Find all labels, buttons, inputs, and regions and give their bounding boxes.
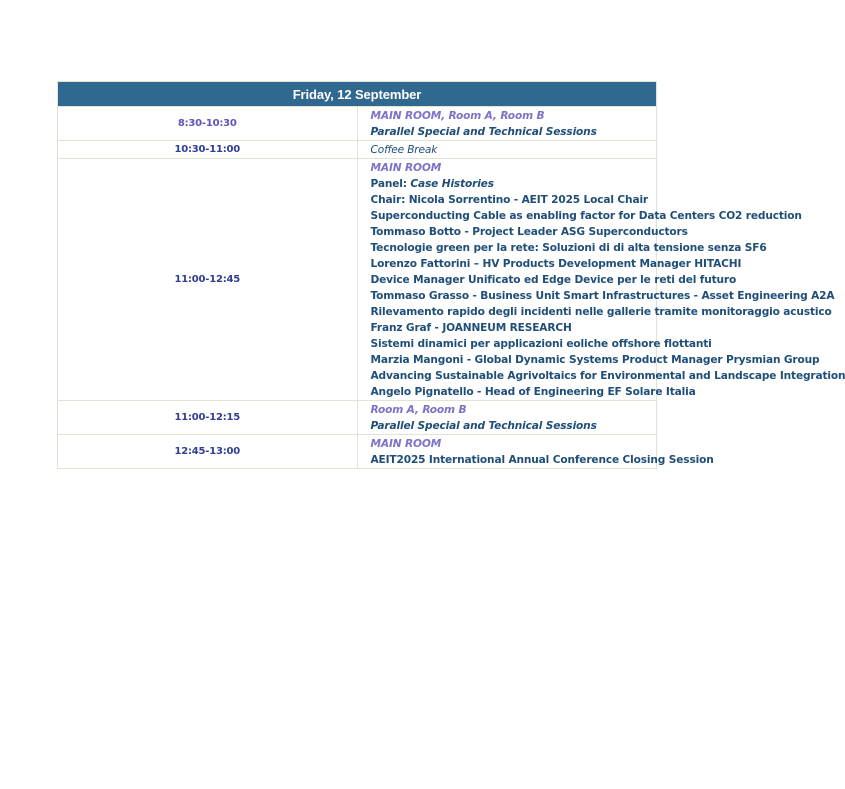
session-title: AEIT2025 International Annual Conference Closing Session bbox=[370, 454, 714, 466]
talk-title: Device Manager Unificato ed Edge Device per le reti del futuro bbox=[370, 274, 737, 286]
panel-prefix: Panel: bbox=[370, 178, 411, 190]
schedule-row bbox=[58, 141, 657, 159]
session-details bbox=[357, 141, 657, 159]
schedule-row bbox=[58, 159, 657, 401]
session-details bbox=[357, 435, 714, 469]
time-slot: 11:00-12:45 bbox=[58, 159, 358, 401]
time-slot: 11:00-12:15 bbox=[58, 401, 358, 435]
day-header: Friday, 12 September bbox=[58, 82, 657, 107]
panel-title: Case Histories bbox=[410, 178, 494, 190]
time-slot: 12:45-13:00 bbox=[58, 435, 358, 469]
talk-title: Rilevamento rapido degli incidenti nelle gallerie tramite monitoraggio acustico bbox=[370, 306, 832, 318]
talk-title: Advancing Sustainable Agrivoltaics for Environmental and Landscape Integration bbox=[370, 370, 845, 382]
schedule-row bbox=[58, 435, 657, 469]
session-details bbox=[357, 401, 657, 435]
time-slot: 10:30-11:00 bbox=[58, 141, 358, 159]
room-label: MAIN ROOM, Room A, Room B bbox=[370, 110, 545, 122]
chair-line: Chair: Nicola Sorrentino - AEIT 2025 Local Chair bbox=[370, 194, 649, 206]
session-details bbox=[357, 107, 657, 141]
room-label: MAIN ROOM bbox=[370, 438, 442, 450]
time-slot: 8:30-10:30 bbox=[58, 107, 358, 141]
session-details bbox=[357, 159, 845, 401]
schedule-table bbox=[57, 81, 845, 469]
talk-title: Sistemi dinamici per applicazioni eoliche offshore flottanti bbox=[370, 338, 712, 350]
talk-title: Superconducting Cable as enabling factor for Data Centers CO2 reduction bbox=[370, 210, 802, 222]
speaker-line: Tommaso Botto - Project Leader ASG Superconductors bbox=[370, 226, 688, 238]
room-label: MAIN ROOM bbox=[370, 162, 442, 174]
talk-title: Tecnologie green per la rete: Soluzioni di di alta tensione senza SF6 bbox=[370, 242, 767, 254]
schedule-row bbox=[58, 107, 657, 141]
speaker-line: Marzia Mangoni - Global Dynamic Systems Product Manager Prysmian Group bbox=[370, 354, 820, 366]
session-title: Parallel Special and Technical Sessions bbox=[370, 420, 597, 432]
speaker-line: Franz Graf - JOANNEUM RESEARCH bbox=[370, 322, 572, 334]
panel-line bbox=[371, 176, 657, 192]
session-title: Parallel Special and Technical Sessions bbox=[370, 126, 597, 138]
session-title: Coffee Break bbox=[370, 144, 438, 156]
speaker-line: Lorenzo Fattorini – HV Products Development Manager HITACHI bbox=[370, 258, 742, 270]
schedule-row bbox=[58, 401, 657, 435]
speaker-line: Tommaso Grasso - Business Unit Smart Infrastructures - Asset Engineering A2A bbox=[370, 290, 835, 302]
day-header-row bbox=[58, 82, 657, 107]
speaker-line: Angelo Pignatello - Head of Engineering EF Solare Italia bbox=[370, 386, 696, 398]
room-label: Room A, Room B bbox=[370, 404, 467, 416]
